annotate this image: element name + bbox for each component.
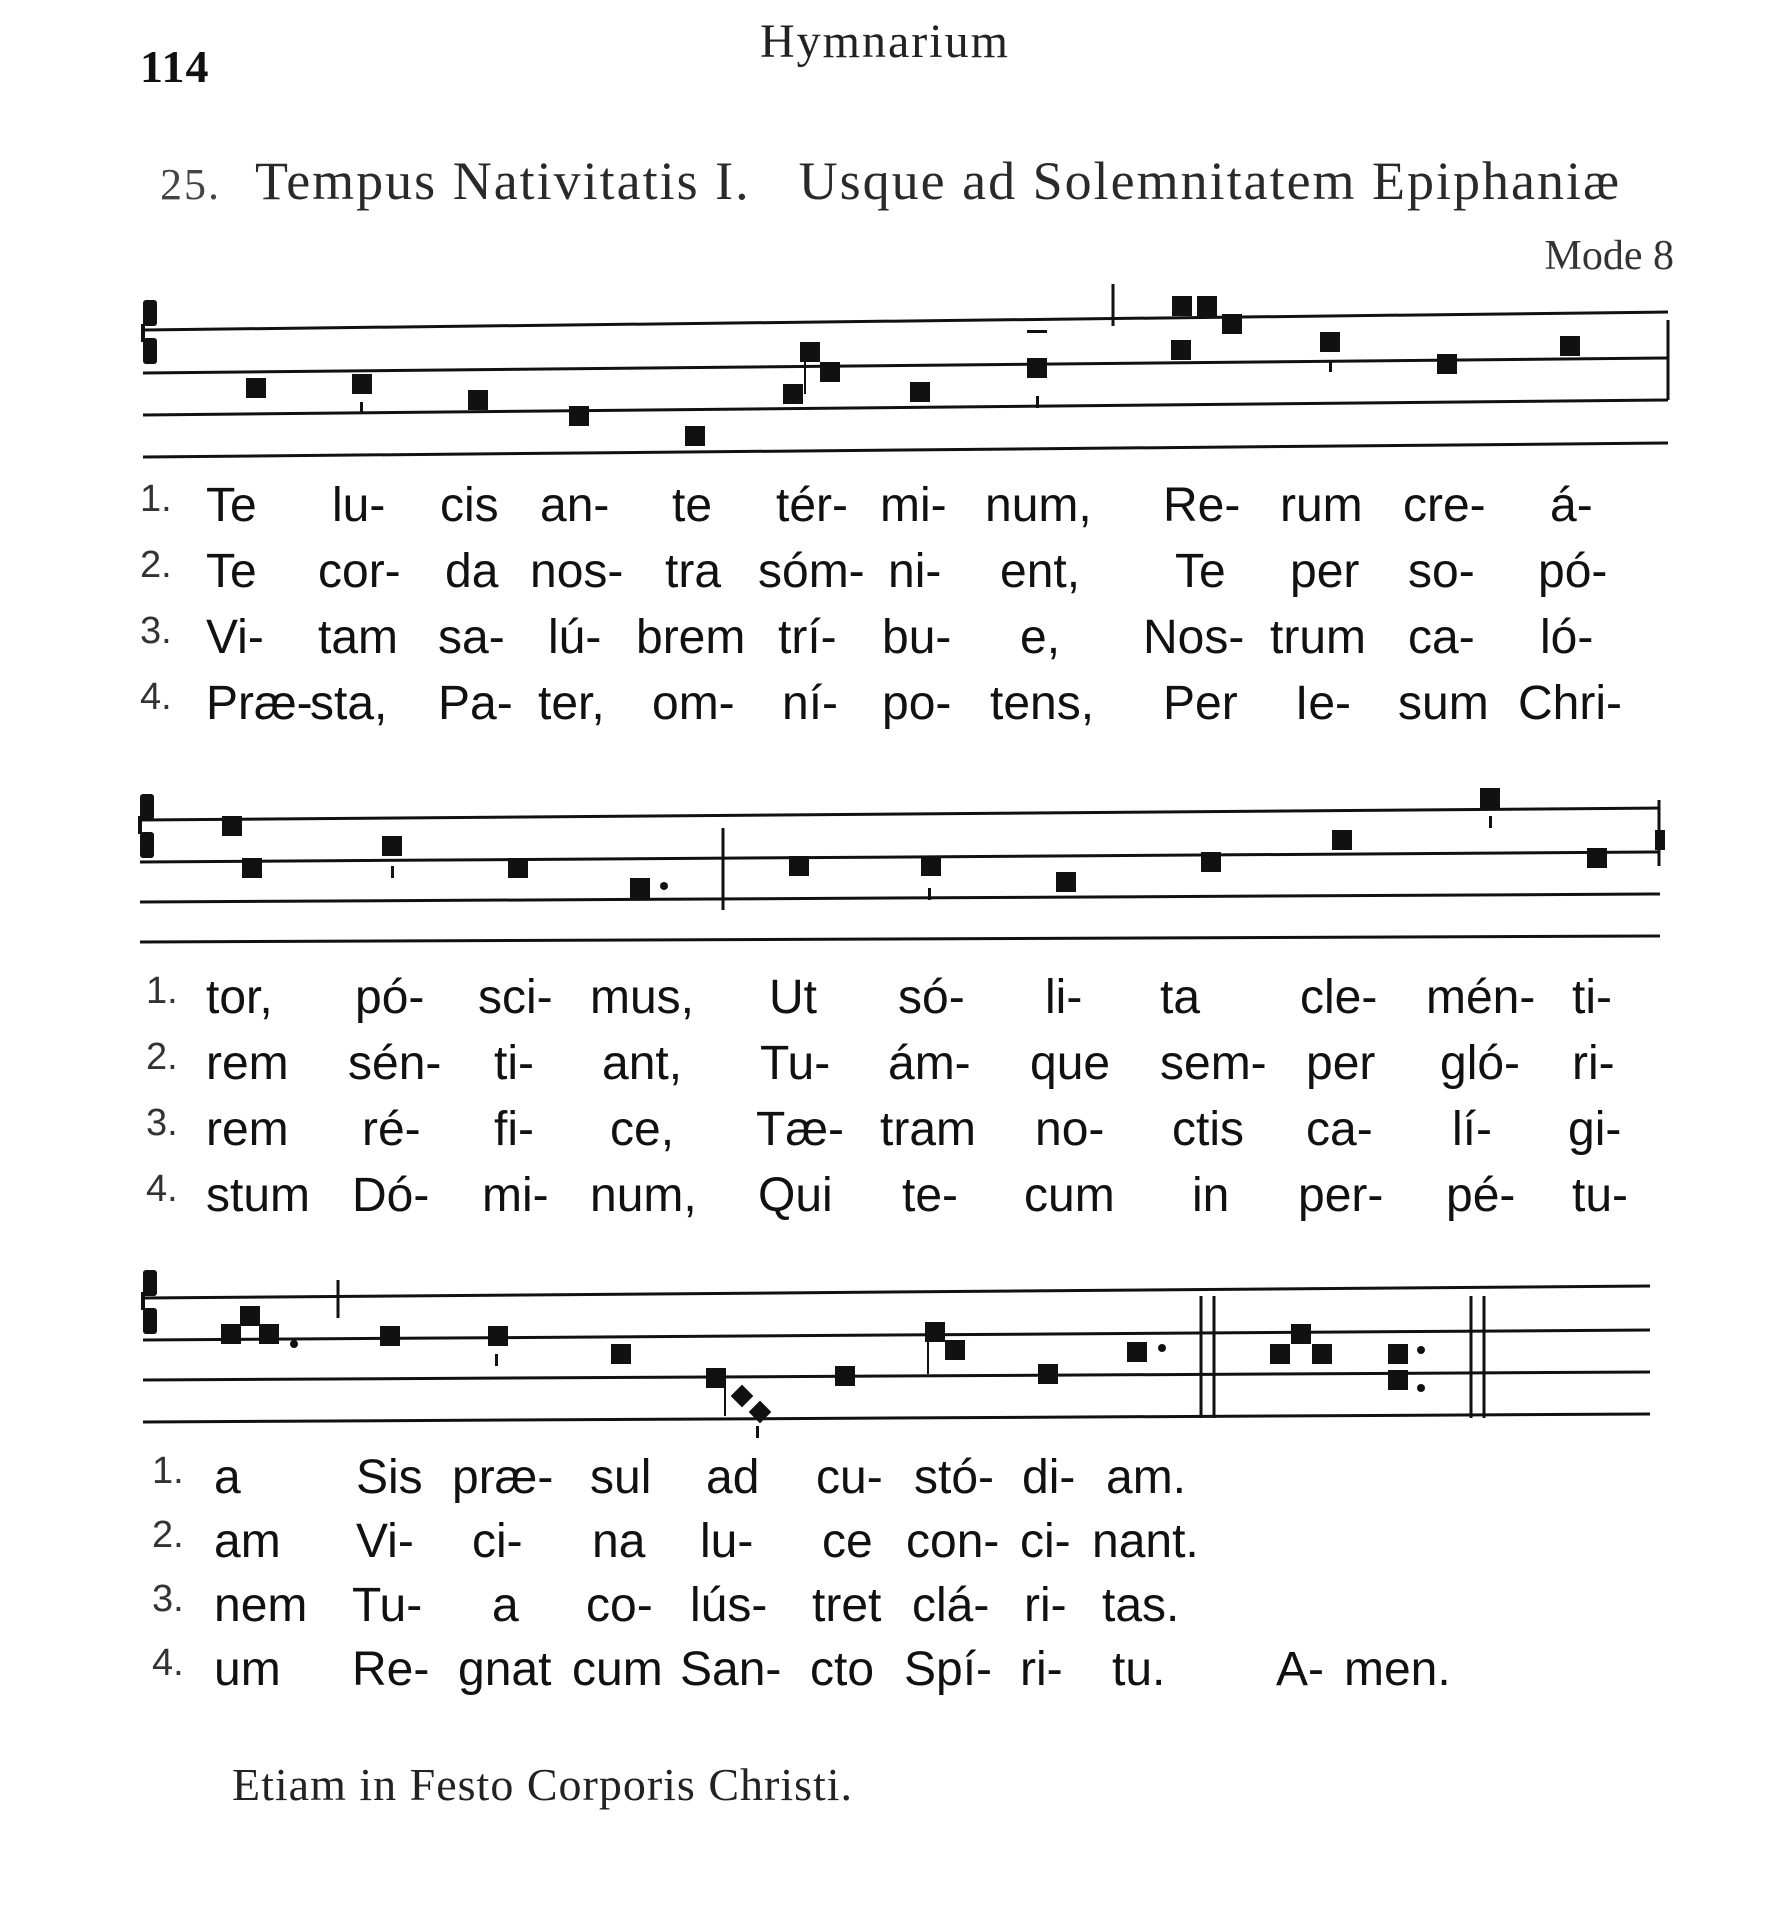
syllable: mi- [880, 479, 947, 532]
syllable: te- [902, 1169, 959, 1222]
neume-note [1222, 314, 1242, 334]
syllable: lí- [1452, 1103, 1492, 1156]
neume-note [1655, 830, 1665, 850]
syllable: bu- [882, 611, 952, 664]
syllable: Præ- [206, 677, 313, 730]
verse-number: 3. [152, 1578, 184, 1620]
neume-note [380, 1326, 400, 1346]
neume-note [1270, 1344, 1290, 1364]
syllable: ta [1160, 971, 1201, 1024]
staff-line [140, 808, 1660, 820]
verse-number: 2. [140, 544, 172, 586]
neume-note [240, 1306, 260, 1326]
quarter-bar-icon [1113, 284, 1668, 400]
syllable: gnat [458, 1643, 552, 1696]
ictus-icon [928, 888, 931, 900]
syllable: te [672, 479, 713, 532]
hymn-season: Tempus Nativitatis I. [255, 151, 751, 211]
syllable: ri- [1024, 1579, 1067, 1632]
syllable: no- [1035, 1103, 1105, 1156]
punctum-dot [1417, 1346, 1425, 1354]
syllable: ni- [888, 545, 942, 598]
syllable: Spí- [904, 1643, 993, 1696]
diamond-note [731, 1385, 754, 1408]
syllable: stó- [914, 1451, 995, 1504]
neume-note [783, 384, 803, 404]
staff-line [143, 1330, 1650, 1340]
syllable: Re- [352, 1643, 430, 1696]
syllable: lú- [548, 611, 602, 664]
mode-label: Mode 8 [1544, 233, 1674, 279]
neume-note [488, 1326, 508, 1346]
do-clef-icon [141, 300, 157, 364]
syllable: Ut [769, 971, 817, 1024]
neume-note [352, 374, 372, 394]
verse-number: 2. [152, 1514, 184, 1556]
neume-note [1560, 336, 1580, 356]
syllable: Nos- [1143, 611, 1245, 664]
neume-note [468, 390, 488, 410]
syllable: ant, [602, 1037, 683, 1090]
syllable: cle- [1300, 971, 1378, 1024]
verse-number: 4. [152, 1642, 184, 1684]
syllable: ci- [472, 1515, 523, 1568]
neume-note [1197, 296, 1217, 316]
syllable: tret [812, 1579, 882, 1632]
syllable: ri- [1020, 1643, 1063, 1696]
syllable: ri- [1572, 1037, 1615, 1090]
syllable: rum [1280, 479, 1363, 532]
syllable: nos- [530, 545, 624, 598]
ictus-icon [391, 866, 394, 878]
neume-note [1587, 848, 1607, 868]
verse-number: 1. [152, 1450, 184, 1492]
syllable: sta, [310, 677, 388, 730]
verse-number: 1. [140, 478, 172, 520]
syllable: ám- [888, 1037, 971, 1090]
syllable: Pa- [438, 677, 513, 730]
syllable: pó- [1538, 545, 1608, 598]
neume-note [222, 816, 242, 836]
syllable: per [1290, 545, 1360, 598]
staff-line [140, 894, 1660, 902]
neume-note [921, 856, 941, 876]
staff-system-3 [0, 1240, 1766, 1460]
syllable: um [214, 1643, 281, 1696]
syllable: am [214, 1515, 281, 1568]
rubric: Etiam in Festo Corporis Christi. [232, 1759, 854, 1810]
syllable: tor, [206, 971, 273, 1024]
syllable: sum [1398, 677, 1489, 730]
syllable: in [1192, 1169, 1230, 1222]
running-head: Hymnarium [760, 15, 1010, 68]
syllable: sa- [438, 611, 505, 664]
neume-note [259, 1324, 279, 1344]
syllable: Per [1163, 677, 1238, 730]
verse-number: 1. [146, 970, 178, 1012]
syllable: gló- [1440, 1037, 1521, 1090]
syllable: ad [706, 1451, 760, 1504]
syllable: mus, [590, 971, 695, 1024]
neume-notes [222, 788, 1665, 900]
neume-note [1388, 1370, 1408, 1390]
syllable: rem [206, 1037, 289, 1090]
neume-note [1027, 358, 1047, 378]
syllable: ent, [1000, 545, 1081, 598]
neume-note [1320, 332, 1340, 352]
syllable: ce [822, 1515, 873, 1568]
syllable: Te [206, 479, 257, 532]
syllable: cum [1024, 1169, 1115, 1222]
neume-note [1388, 1344, 1408, 1364]
syllable: con- [906, 1515, 1000, 1568]
neume-note [1291, 1324, 1311, 1344]
double-bar-icon [1201, 1296, 1484, 1418]
neume-note [1171, 340, 1191, 360]
syllable: cu- [816, 1451, 883, 1504]
syllable: ci- [1020, 1515, 1071, 1568]
syllable: mi- [482, 1169, 549, 1222]
staff-line [143, 1286, 1650, 1298]
staff-line [140, 852, 1660, 862]
neume-note [1127, 1342, 1147, 1362]
syllable: ló- [1540, 611, 1594, 664]
syllable: ce, [610, 1103, 675, 1156]
syllable: a [214, 1451, 241, 1504]
punctum-dot [1417, 1384, 1425, 1392]
staff-line [143, 443, 1668, 457]
hymn-title [160, 150, 1690, 212]
syllable: per [1306, 1037, 1376, 1090]
syllable: brem [636, 611, 746, 664]
syllable: sci- [478, 971, 553, 1024]
verse-number: 3. [140, 610, 172, 652]
syllable: sem- [1160, 1037, 1267, 1090]
staff-line [140, 936, 1660, 942]
staff-line [143, 1414, 1650, 1422]
syllable: pó- [355, 971, 425, 1024]
syllable: li- [1045, 971, 1083, 1024]
syllable: tas. [1102, 1579, 1180, 1632]
syllable: sul [590, 1451, 652, 1504]
ictus-icon [1329, 360, 1332, 372]
syllable: so- [1408, 545, 1475, 598]
neume-note [789, 856, 809, 876]
neume-note [685, 426, 705, 446]
syllable: nem [214, 1579, 308, 1632]
neume-note [706, 1368, 726, 1388]
syllable: nant. [1092, 1515, 1199, 1568]
syllable: tra [665, 545, 722, 598]
syllable: om- [652, 677, 735, 730]
syllable: só- [898, 971, 965, 1024]
syllable: Re- [1163, 479, 1241, 532]
syllable: a [492, 1579, 519, 1632]
syllable: di- [1022, 1451, 1076, 1504]
syllable: cto [810, 1643, 875, 1696]
verse-number: 4. [146, 1168, 178, 1210]
syllable: am. [1106, 1451, 1187, 1504]
punctum-dot [290, 1340, 298, 1348]
ictus-icon [756, 1426, 759, 1438]
syllable: Tu- [352, 1579, 423, 1632]
syllable: da [445, 545, 499, 598]
hymn-number: 25. [160, 160, 221, 209]
syllable: Sis [356, 1451, 423, 1504]
syllable: gi- [1568, 1103, 1622, 1156]
syllable: á- [1550, 479, 1593, 532]
syllable: num, [985, 479, 1092, 532]
syllable: Tu- [760, 1037, 831, 1090]
page-number: 114 [140, 41, 210, 92]
syllable: po- [882, 677, 952, 730]
syllable: num, [590, 1169, 697, 1222]
syllable: Vi- [356, 1515, 414, 1568]
syllable: lús- [690, 1579, 768, 1632]
syllable: ré- [362, 1103, 421, 1156]
syllable: præ- [452, 1451, 554, 1504]
syllable: ti- [494, 1037, 534, 1090]
syllable: lu- [700, 1515, 754, 1568]
syllable: per- [1298, 1169, 1384, 1222]
syllable: A- [1276, 1643, 1324, 1696]
syllable: stum [206, 1169, 311, 1222]
syllable: cor- [318, 545, 401, 598]
syllable: ca- [1408, 611, 1475, 664]
punctum-dot [660, 882, 668, 890]
syllable: tram [880, 1103, 976, 1156]
syllable: Qui [758, 1169, 833, 1222]
syllable: pé- [1446, 1169, 1516, 1222]
episema-icon [1027, 330, 1047, 333]
hymn-occasion: Usque ad Solemnitatem Epiphaniæ [798, 151, 1622, 211]
neume-note [1038, 1364, 1058, 1384]
syllable: Te [206, 545, 257, 598]
syllable: tu. [1112, 1643, 1166, 1696]
syllable: cum [572, 1643, 663, 1696]
syllable: lu- [332, 479, 386, 532]
syllable: que [1030, 1037, 1111, 1090]
syllable: trum [1270, 611, 1366, 664]
neume-note [1312, 1344, 1332, 1364]
neume-note [1172, 296, 1192, 316]
syllable: e, [1020, 611, 1061, 664]
verse-number: 2. [146, 1036, 178, 1078]
syllable: fi- [494, 1103, 534, 1156]
neume-note [800, 342, 820, 362]
syllable: co- [586, 1579, 653, 1632]
syllable: mén- [1426, 971, 1536, 1024]
neume-note [1056, 872, 1076, 892]
syllable: rem [206, 1103, 289, 1156]
neume-note [221, 1324, 241, 1344]
verse-number: 4. [140, 676, 172, 718]
neume-note [246, 378, 266, 398]
syllable: trí- [778, 611, 837, 664]
syllable: tam [318, 611, 399, 664]
punctum-dot [1158, 1344, 1166, 1352]
neume-note [1332, 830, 1352, 850]
neume-note [910, 382, 930, 402]
staff-line [143, 400, 1668, 415]
neume-note [1201, 852, 1221, 872]
neume-note [508, 858, 528, 878]
verse-number: 3. [146, 1102, 178, 1144]
syllable: ctis [1172, 1103, 1244, 1156]
syllable: Chri- [1518, 677, 1622, 730]
neume-note [242, 858, 262, 878]
syllable: tens, [990, 677, 1095, 730]
neume-note [382, 836, 402, 856]
syllable: Dó- [352, 1169, 430, 1222]
ictus-icon [1489, 816, 1492, 828]
neume-note [835, 1366, 855, 1386]
staff-line [143, 312, 1668, 330]
neume-note [820, 362, 840, 382]
ictus-icon [495, 1354, 498, 1366]
syllable: ter, [538, 677, 605, 730]
syllable: tu- [1572, 1169, 1629, 1222]
syllable: tér- [776, 479, 848, 532]
neume-note [630, 878, 650, 898]
syllable: clá- [912, 1579, 990, 1632]
staff-system-1 [0, 270, 1766, 470]
syllable: ti- [1572, 971, 1612, 1024]
staff-line [143, 1372, 1650, 1380]
staff-system-2 [0, 770, 1766, 950]
syllable: an- [540, 479, 610, 532]
neume-note [1480, 788, 1500, 808]
neume-note [611, 1344, 631, 1364]
ictus-icon [1036, 396, 1039, 408]
neume-note [569, 406, 589, 426]
syllable: sén- [348, 1037, 442, 1090]
syllable: na [592, 1515, 646, 1568]
syllable: ní- [782, 677, 839, 730]
syllable: men. [1344, 1643, 1451, 1696]
syllable: cre- [1403, 479, 1486, 532]
syllable: San- [680, 1643, 782, 1696]
syllable: Vi- [206, 611, 264, 664]
syllable: cis [440, 479, 499, 532]
syllable: ca- [1306, 1103, 1373, 1156]
ictus-icon [360, 402, 363, 414]
do-clef-icon [138, 794, 154, 858]
neume-note [1437, 354, 1457, 374]
syllable: sóm- [758, 545, 865, 598]
syllable: Tæ- [756, 1103, 844, 1156]
do-clef-icon [141, 1270, 157, 1334]
syllable: Te [1175, 545, 1226, 598]
syllable: Ie- [1295, 677, 1352, 730]
neume-note [945, 1340, 965, 1360]
